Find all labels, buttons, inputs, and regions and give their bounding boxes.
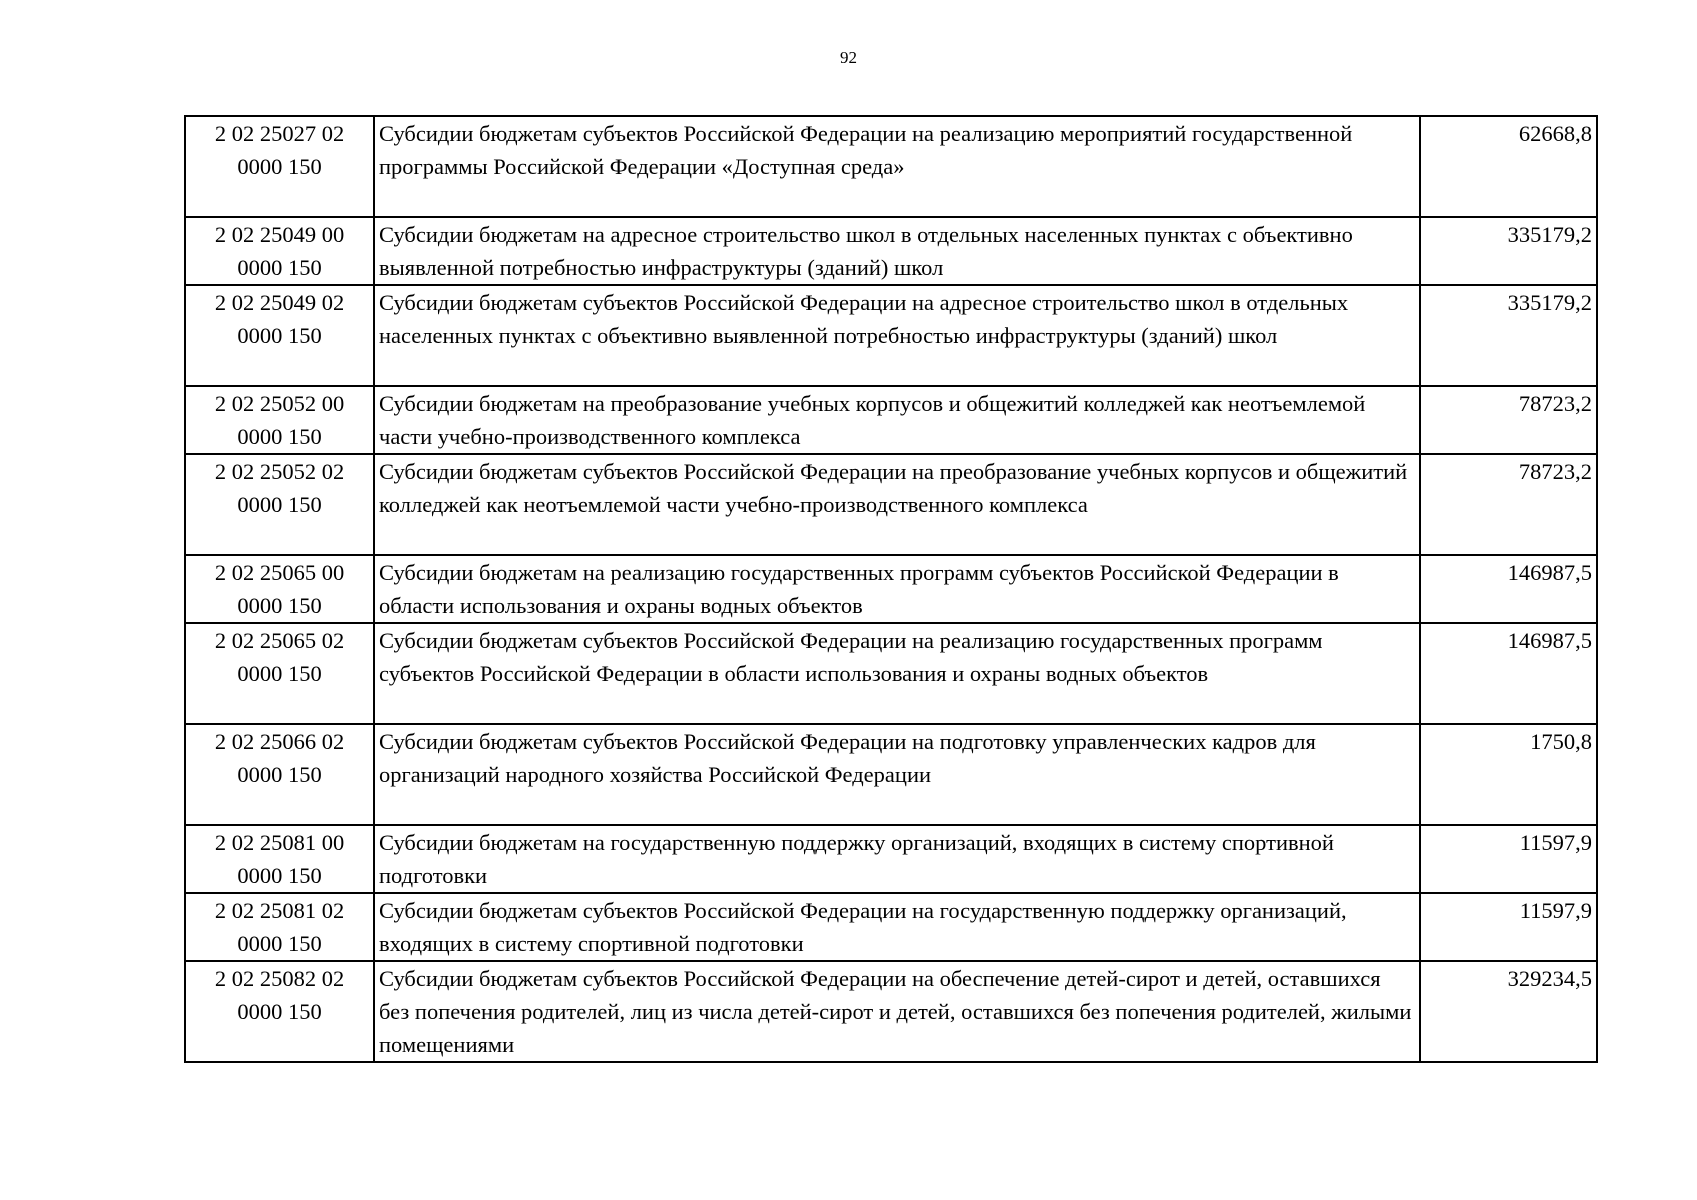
amount-cell: 11597,9 [1420, 825, 1597, 893]
amount-cell: 146987,5 [1420, 555, 1597, 623]
description-cell: Субсидии бюджетам на преобразование учебных корпусов и общежитий колледжей как неотъемлемой части учебно-производственного комплекса [374, 386, 1420, 454]
budget-table [184, 115, 1598, 1063]
budget-code-cell: 2 02 25052 00 0000 150 [185, 386, 374, 454]
budget-code-cell: 2 02 25065 02 0000 150 [185, 623, 374, 724]
page-number: 92 [840, 48, 857, 67]
table-row [185, 285, 1597, 386]
amount-cell: 329234,5 [1420, 961, 1597, 1062]
amount-cell: 62668,8 [1420, 116, 1597, 217]
amount-cell: 335179,2 [1420, 217, 1597, 285]
table-row [185, 386, 1597, 454]
budget-code-cell: 2 02 25049 00 0000 150 [185, 217, 374, 285]
budget-code-cell: 2 02 25081 02 0000 150 [185, 893, 374, 961]
description-cell: Субсидии бюджетам субъектов Российской Федерации на подготовку управленческих кадров для организаций народного хозяйства Российской Федерации [374, 724, 1420, 825]
budget-code-cell: 2 02 25052 02 0000 150 [185, 454, 374, 555]
description-cell: Субсидии бюджетам субъектов Российской Федерации на государственную поддержку организаций, входящих в систему спортивной подготовки [374, 893, 1420, 961]
description-cell: Субсидии бюджетам субъектов Российской Федерации на реализацию государственных программ субъектов Российской Федерации в области использования и охраны водных объектов [374, 623, 1420, 724]
budget-code-cell: 2 02 25082 02 0000 150 [185, 961, 374, 1062]
table-row [185, 825, 1597, 893]
table-row [185, 116, 1597, 217]
table-row [185, 623, 1597, 724]
table-row [185, 454, 1597, 555]
description-cell: Субсидии бюджетам на адресное строительство школ в отдельных населенных пунктах с объективно выявленной потребностью инфраструктуры (зданий) школ [374, 217, 1420, 285]
budget-code-cell: 2 02 25049 02 0000 150 [185, 285, 374, 386]
table-row [185, 961, 1597, 1062]
description-cell: Субсидии бюджетам субъектов Российской Федерации на реализацию мероприятий государственной программы Российской Федерации «Доступная среда» [374, 116, 1420, 217]
amount-cell: 11597,9 [1420, 893, 1597, 961]
budget-code-cell: 2 02 25027 02 0000 150 [185, 116, 374, 217]
budget-code-cell: 2 02 25066 02 0000 150 [185, 724, 374, 825]
table-row [185, 555, 1597, 623]
budget-code-cell: 2 02 25081 00 0000 150 [185, 825, 374, 893]
description-cell: Субсидии бюджетам субъектов Российской Федерации на преобразование учебных корпусов и общежитий колледжей как неотъемлемой части учебно-производственного комплекса [374, 454, 1420, 555]
description-cell: Субсидии бюджетам субъектов Российской Федерации на обеспечение детей-сирот и детей, оставшихся без попечения родителей, лиц из числа детей-сирот и детей, оставшихся без попечения родителей, жилыми помещениями [374, 961, 1420, 1062]
table-row [185, 217, 1597, 285]
amount-cell: 78723,2 [1420, 386, 1597, 454]
table-row [185, 724, 1597, 825]
amount-cell: 335179,2 [1420, 285, 1597, 386]
budget-code-cell: 2 02 25065 00 0000 150 [185, 555, 374, 623]
description-cell: Субсидии бюджетам на государственную поддержку организаций, входящих в систему спортивной подготовки [374, 825, 1420, 893]
amount-cell: 1750,8 [1420, 724, 1597, 825]
table-row [185, 893, 1597, 961]
amount-cell: 78723,2 [1420, 454, 1597, 555]
description-cell: Субсидии бюджетам субъектов Российской Федерации на адресное строительство школ в отдельных населенных пунктах с объективно выявленной потребностью инфраструктуры (зданий) школ [374, 285, 1420, 386]
amount-cell: 146987,5 [1420, 623, 1597, 724]
description-cell: Субсидии бюджетам на реализацию государственных программ субъектов Российской Федерации в области использования и охраны водных объектов [374, 555, 1420, 623]
